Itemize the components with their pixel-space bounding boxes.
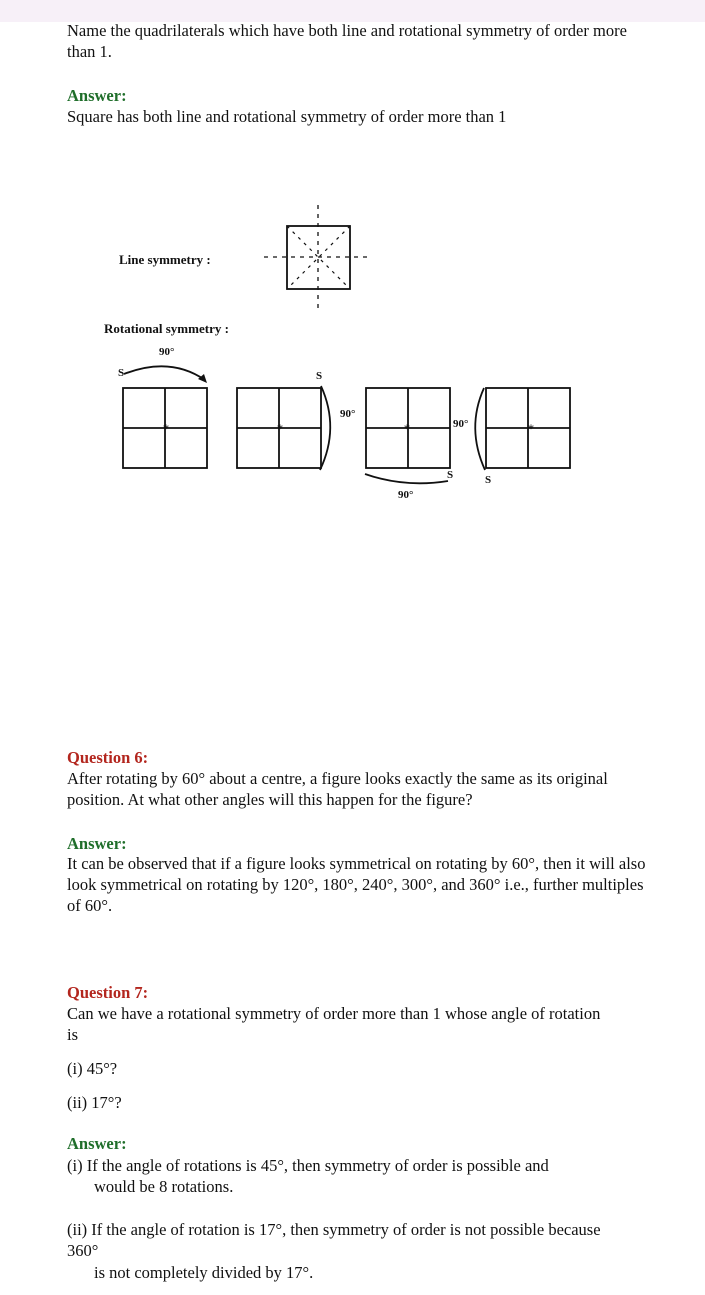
symmetry-figure — [0, 0, 705, 520]
q6-text: After rotating by 60° about a centre, a figure looks exactly the same as its original position. At what other angles will this happen for the figure? — [67, 769, 608, 809]
line-symmetry-label: Line symmetry : — [119, 252, 211, 267]
line-symmetry-square — [264, 205, 372, 308]
q7-answer-1-cont: would be 8 rotations. — [94, 1177, 234, 1196]
angle-label-3: 90° — [398, 489, 414, 501]
q7-part-2: (ii) 17°? — [67, 1093, 122, 1112]
angle-label-2: 90° — [340, 408, 356, 420]
q5-question: Name the quadrilaterals which have both line and rotational symmetry of order more than 1. — [67, 21, 627, 61]
q7-text: Can we have a rotational symmetry of order more than 1 whose angle of rotation is — [67, 1004, 601, 1044]
q7-heading: Question 7: — [67, 983, 149, 1002]
svg-text:*: * — [403, 421, 411, 436]
s-label-4: S — [485, 474, 492, 486]
rotation-arrows — [124, 366, 485, 483]
svg-text:*: * — [527, 421, 535, 436]
q7-part-1: (i) 45°? — [67, 1059, 118, 1078]
q7-answer-heading: Answer: — [67, 1134, 127, 1153]
q7-answer-2-cont: is not completely divided by 17°. — [94, 1263, 314, 1282]
q7-answer-1: (i) If the angle of rotations is 45°, then symmetry of order is possible and — [67, 1156, 549, 1175]
q6-answer: It can be observed that if a figure looks symmetrical on rotating by 60°, then it will also look symmetrical on rotating by 120°, 180°, 240°, 300°, and 360° i.e., further multiples of 60°. — [67, 854, 646, 915]
rotational-symmetry-label: Rotational symmetry : — [104, 321, 229, 336]
q5-answer: Square has both line and rotational symmetry of order more than 1 — [67, 107, 507, 126]
svg-text:*: * — [276, 421, 284, 436]
q6-answer-heading: Answer: — [67, 834, 127, 853]
svg-text:*: * — [162, 421, 170, 436]
s-label-3: S — [447, 469, 454, 481]
center-marks — [163, 421, 535, 436]
q7-answer-2: (ii) If the angle of rotation is 17°, then symmetry of order is not possible because 360° — [67, 1220, 601, 1260]
angle-label-1: 90° — [159, 346, 175, 358]
s-label-1: S — [118, 367, 125, 379]
q5-answer-heading: Answer: — [67, 86, 127, 105]
s-label-2: S — [316, 370, 323, 382]
q6-heading: Question 6: — [67, 748, 149, 767]
angle-label-4: 90° — [453, 418, 469, 430]
